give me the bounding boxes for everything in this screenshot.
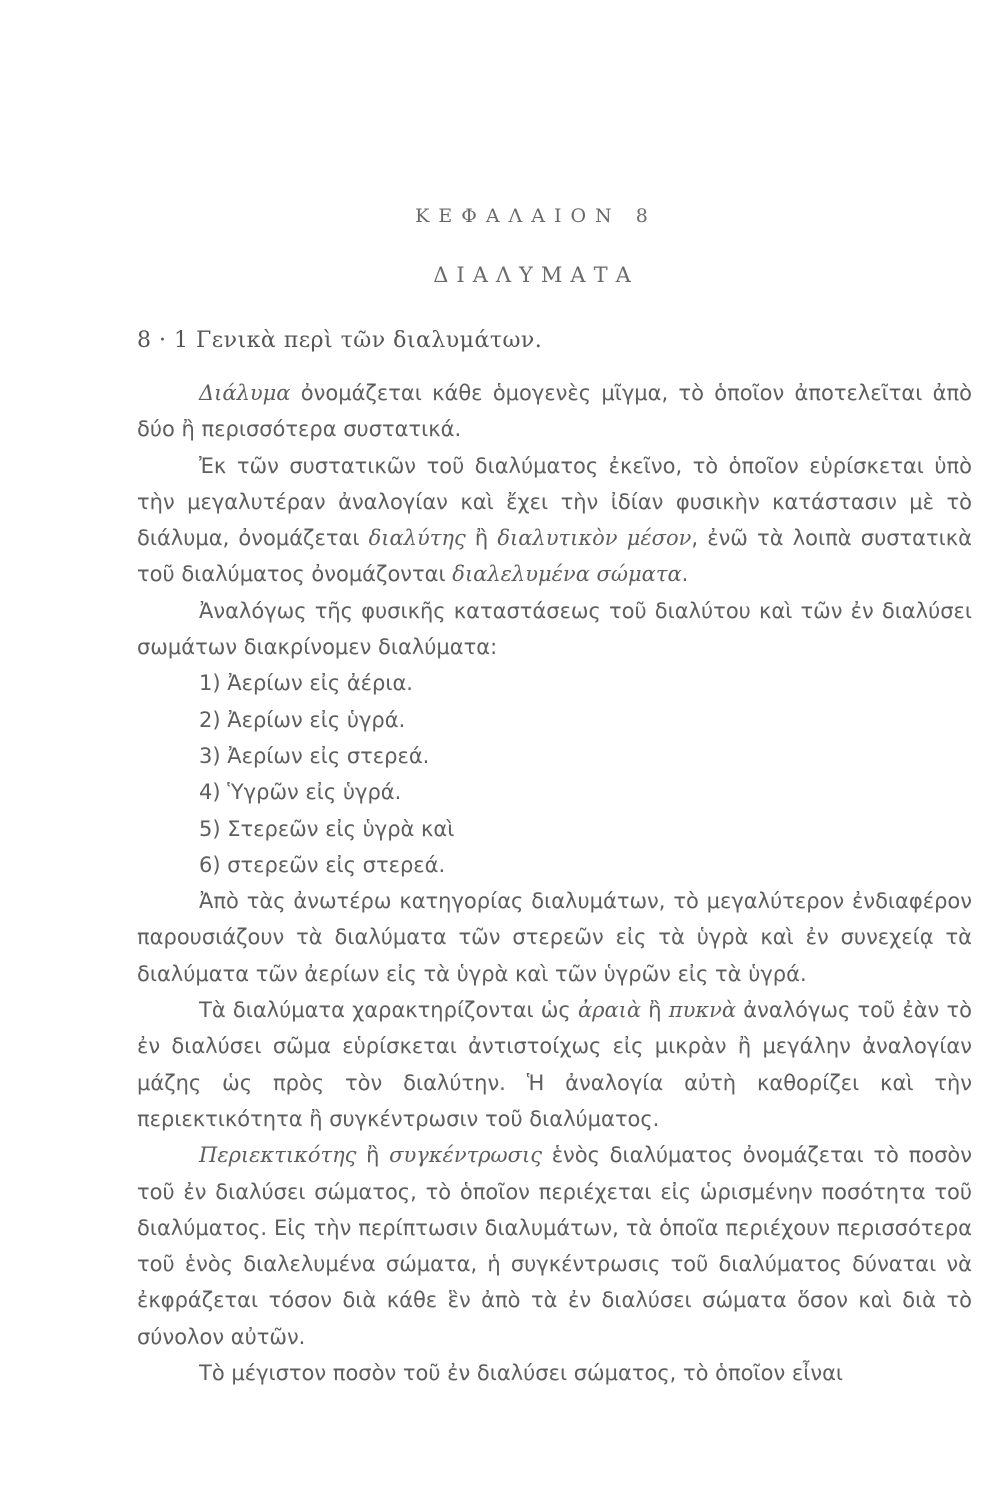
term-araia: ἀραιὰ bbox=[577, 998, 642, 1023]
list-item: 4) Ὑγρῶν εἰς ὑγρά. bbox=[199, 780, 402, 805]
paragraph-dilute-concentrated: Τὰ διαλύματα χαρακτηρίζονται ὡς ἀραιὰ ἢ πυκνὰ ἀναλόγως τοῦ ἐὰν τὸ ἐν διαλύσει σῶμα εὑρίσκεται ἀντιστοίχως εἰς μικρὰν ἢ μεγάλην ἀναλογίαν μάζης ὡς πρὸς τὸν διαλύτην. Ἡ ἀναλογία αὐτὴ καθορίζει καὶ τὴν περιεκτικότητα ἢ συγκέντρωσιν τοῦ διαλύματος. bbox=[137, 998, 972, 1131]
term-sygkentrosis: συγκέντρωσις bbox=[389, 1143, 543, 1168]
chapter-heading: ΚΕΦΑΛΑΙΟΝ 8 bbox=[415, 205, 657, 227]
list-item: 3) Ἀερίων εἰς στερεά. bbox=[199, 743, 430, 768]
term-dialytis: διαλύτης bbox=[368, 526, 466, 551]
paragraph-concentration: Περιεκτικότης ἢ συγκέντρωσις ἑνὸς διαλύματος ὀνομάζεται τὸ ποσὸν τοῦ ἐν διαλύσει σώματος, τὸ ὁποῖον περιέχεται εἰς ὡρισμένην ποσότητα τοῦ διαλύματος. Εἰς τὴν περίπτωσιν διαλυμάτων, τὰ ὁποῖα περιέχουν περισσότερα τοῦ ἑνὸς διαλελυμένα σώματα, ἡ συγκέντρωσις τοῦ διαλύματος δύναται νὰ ἐκφράζεται τόσον διὰ κάθε ἓν ἀπὸ τὰ ἐν διαλύσει σώματα ὅσον καὶ διὰ τὸ σύνολον αὐτῶν. bbox=[137, 1143, 972, 1349]
term-periektikotis: Περιεκτικότης bbox=[199, 1143, 357, 1168]
list-item: 5) Στερεῶν εἰς ὑγρὰ καὶ bbox=[199, 816, 455, 841]
body-text bbox=[137, 375, 972, 1391]
chapter-title: ΔΙΑΛΥΜΑΤΑ bbox=[433, 263, 639, 287]
list-item: 1) Ἀερίων εἰς ἀέρια. bbox=[199, 671, 413, 696]
list-item: 6) στερεῶν εἰς στερεά. bbox=[199, 852, 446, 877]
section-heading: 8 · 1 Γενικὰ περὶ τῶν διαλυμάτων. bbox=[137, 328, 543, 353]
paragraph-definition: Διάλυμα ὀνομάζεται κάθε ὁμογενὲς μῖγμα, τὸ ὁποῖον ἀποτελεῖται ἀπὸ δύο ἢ περισσότερα συστατικά. bbox=[137, 381, 972, 442]
term-pykna: πυκνὰ bbox=[668, 998, 737, 1023]
term-dialelymena-somata: διαλελυμένα σώματα bbox=[452, 562, 682, 587]
paragraph-solvent: Ἐκ τῶν συστατικῶν τοῦ διαλύματος ἐκεῖνο, τὸ ὁποῖον εὑρίσκεται ὑπὸ τὴν μεγαλυτέραν ἀναλογίαν καὶ ἔχει τὴν ἰδίαν φυσικὴν κατάστασιν μὲ τὸ διάλυμα, ὀνομάζεται διαλύτης ἢ διαλυτικὸν μέσον, ἐνῶ τὰ λοιπὰ συστατικὰ τοῦ διαλύματος ὀνομάζονται διαλελυμένα σώματα. bbox=[137, 453, 972, 587]
term-dialyma: Διάλυμα bbox=[199, 381, 291, 405]
paragraph-maximum: Τὸ μέγιστον ποσὸν τοῦ ἐν διαλύσει σώματος, τὸ ὁποῖον εἶναι bbox=[199, 1361, 844, 1386]
paragraph-interest: Ἀπὸ τὰς ἀνωτέρω κατηγορίας διαλυμάτων, τὸ μεγαλύτερον ἐνδιαφέρον παρουσιάζουν τὰ διαλύματα τῶν στερεῶν εἰς τὰ ὑγρὰ καὶ ἐν συνεχείᾳ τὰ διαλύματα τῶν ἀερίων εἰς τὰ ὑγρὰ καὶ τῶν ὑγρῶν εἰς τὰ ὑγρά. bbox=[137, 889, 972, 986]
list-item: 2) Ἀερίων εἰς ὑγρά. bbox=[199, 707, 406, 732]
solution-types-list bbox=[137, 665, 972, 883]
paragraph-classification: Ἀναλόγως τῆς φυσικῆς καταστάσεως τοῦ διαλύτου καὶ τῶν ἐν διαλύσει σωμάτων διακρίνομεν διαλύματα: bbox=[137, 598, 972, 660]
term-dialytikon-meson: διαλυτικὸν μέσον bbox=[497, 526, 692, 551]
